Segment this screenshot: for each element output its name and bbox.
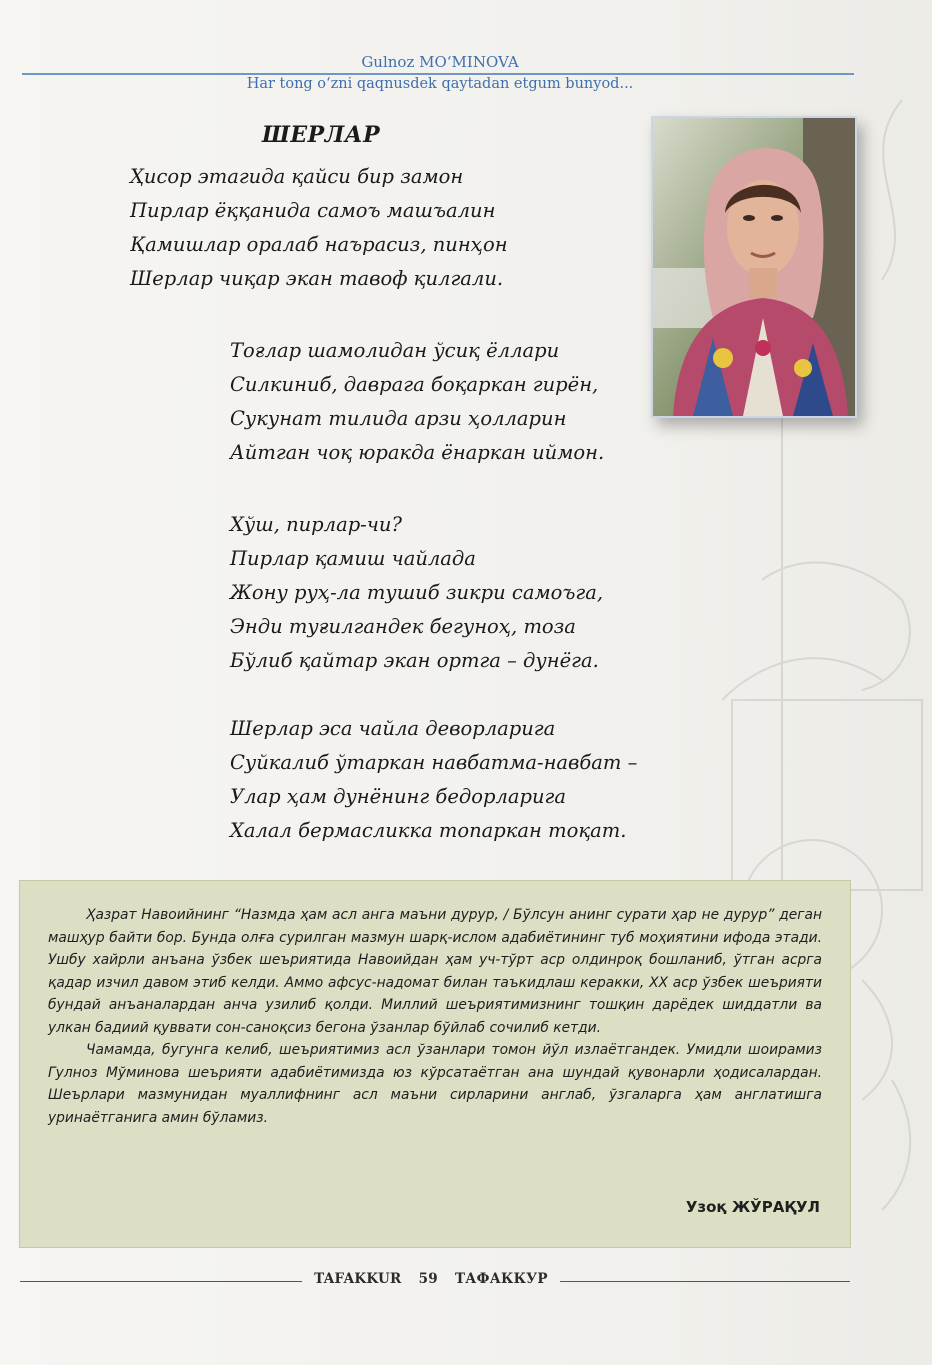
footer-journal-cyrillic: ТАФАККУР [454,1271,548,1287]
page-footer [302,1271,560,1287]
footer-divider-left [20,1281,302,1282]
commentary-paragraph: Чамамда, бугунга келиб, шеъриятимиз асл ўзанлари томон йўл излаётгандек. Умидли шоирамиз Гулноз Мўминова шеърияти адабиётимизда юз кўрсатаётган ана шундай қувонарли ҳодисалардан. Шеърлари мазмунидан муаллифнинг асл маъни сирларини англаб, ўзгаларга ҳам англатишга уринаётганига амин бўламиз. [48,1042,822,1126]
poem-line: Айтган чоқ юракда ёнаркан иймон. [230,441,605,464]
poem-line: Силкиниб, даврага боқаркан гирён, [230,373,599,396]
poem-line: Жону руҳ-ла тушиб зикри самоъга, [230,581,604,604]
poem-line: Пирлар ёққанида самоъ машъалин [130,199,496,222]
poem-line: Халал бермасликка топаркан тоқат. [230,819,627,842]
header-divider [22,73,854,75]
author-portrait [651,116,857,418]
header-author: Gulnoz MOʻMINOVA [361,53,519,71]
commentary-signature: Узоқ ЖЎРАҚУЛ [685,1198,820,1216]
poem-title: ШЕРЛАР [262,122,381,148]
footer-divider-right [560,1281,850,1282]
poem-line: Ҳисор этагида қайси бир замон [130,165,464,188]
poem-stanza-1 [130,160,508,296]
commentary-text [48,904,822,1129]
poem-line: Хўш, пирлар-чи? [230,513,402,536]
poem-line: Шерлар чиқар экан тавоф қилгали. [130,267,504,290]
poem-stanza-4 [230,712,637,848]
poem-line: Энди туғилгандек бегуноҳ, тоза [230,615,576,638]
poem-stanza-2 [230,334,604,470]
poem-line: Қамишлар оралаб наърасиз, пинҳон [130,233,508,256]
poem-stanza-3 [230,508,603,678]
poem-line: Бўлиб қайтар экан ортга – дунёга. [230,649,599,672]
poem-line: Улар ҳам дунёнинг бедорларига [230,785,567,808]
poem-line: Суйкалиб ўтаркан навбатма-навбат – [230,751,638,774]
page-number: 59 [418,1271,438,1287]
poem-line: Шерлар эса чайла деворларига [230,717,556,740]
portrait-illustration [653,118,855,416]
header-subtitle: Har tong oʻzni qaqnusdek qaytadan etgum bunyod... [246,76,634,92]
footer-journal-latin: TAFAKKUR [314,1271,402,1287]
poem-line: Сукунат тилида арзи ҳолларин [230,407,567,430]
poem-line: Пирлар қамиш чайлада [230,547,476,570]
commentary-paragraph: Ҳазрат Навоийнинг “Назмда ҳам асл анга маъни дурур, / Бўлсун анинг сурати ҳар не дурур” деган машҳур байти бор. Бунда олға сурилган мазмун шарқ-ислом адабиётининг туб моҳиятини ифода этади. Ушбу хайрли анъана ўзбек шеъриятида Навоийдан ҳам уч-тўрт аср олдинроқ бошланиб, ўтган асрга қадар изчил давом этиб келди. Аммо афсус-надомат билан таъкидлаш керакки, ХХ аср ўзбек шеърияти бундай анъаналардан анча узилиб қолди. Миллий шеъриятимизнинг тошқин дарёдек шиддатли ва улкан бадиий қуввати сон-саноқсиз бегона ўзанлар бўйлаб сочилиб кетди. [48,907,822,1036]
poem-line: Тоғлар шамолидан ўсиқ ёллари [230,339,560,362]
